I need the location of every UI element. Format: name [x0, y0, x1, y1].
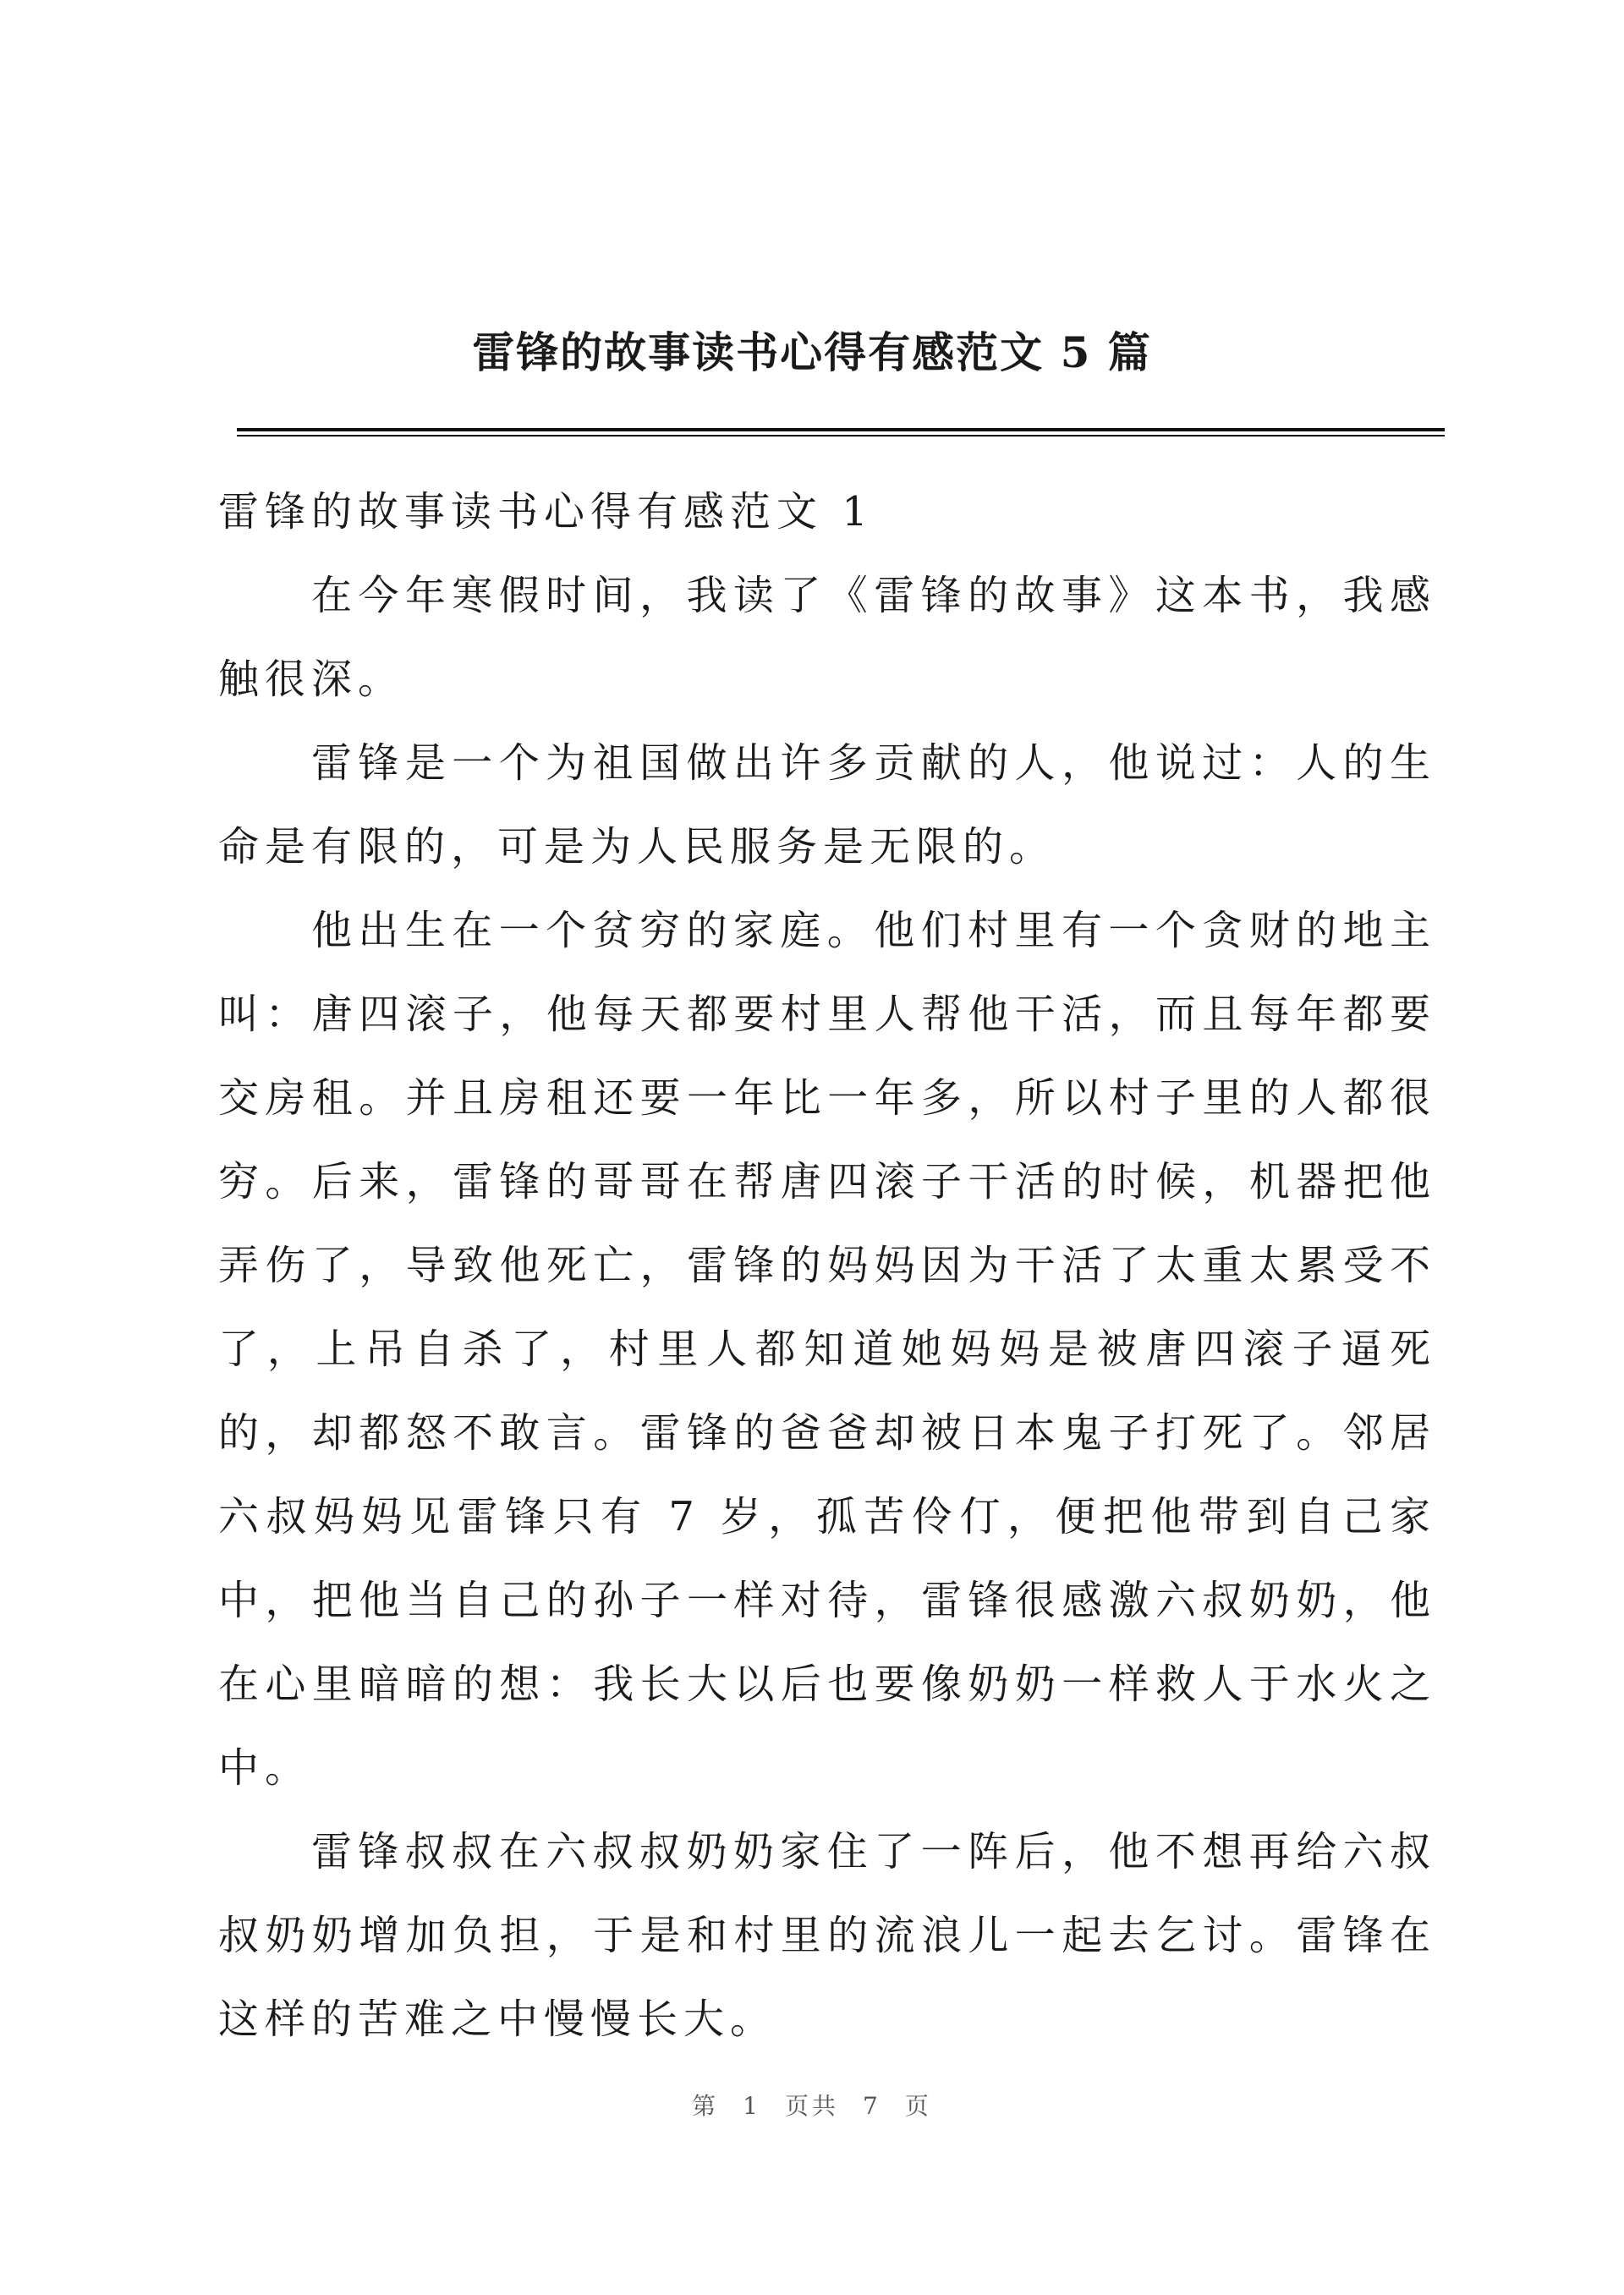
document-body [218, 470, 1436, 2062]
page-footer [0, 2088, 1624, 2122]
title-divider-thick [237, 428, 1445, 431]
footer-current-page: 1 [743, 2092, 761, 2120]
document-title: 雷锋的故事读书心得有感范文 5 篇 [472, 327, 1152, 377]
paragraph: 他出生在一个贫穷的家庭。他们村里有一个贪财的地主叫：唐四滚子，他每天都要村里人帮他干活，而且每年都要交房租。并且房租还要一年比一年多，所以村子里的人都很穷。后来，雷锋的哥哥在帮唐四滚子干活的时候，机器把他弄伤了，导致他死亡，雷锋的妈妈因为干活了太重太累受不了，上吊自杀了，村里人都知道她妈妈是被唐四滚子逼死的，却都怒不敢言。雷锋的爸爸却被日本鬼子打死了。邻居六叔妈妈见雷锋只有 7 岁，孤苦伶仃，便把他带到自己家中，把他当自己的孙子一样对待，雷锋很感激六叔奶奶，他在心里暗暗的想：我长大以后也要像奶奶一样救人于水火之中。 [218, 907, 1436, 1792]
footer-total-pages: 7 [863, 2092, 881, 2120]
footer-middle: 页共 [784, 2092, 839, 2120]
paragraph: 雷锋是一个为祖国做出许多贡献的人，他说过：人的生命是有限的，可是为人民服务是无限的。 [218, 739, 1436, 870]
title-divider-thin [237, 435, 1445, 436]
section-heading: 雷锋的故事读书心得有感范文 1 [218, 488, 874, 535]
paragraph: 雷锋叔叔在六叔叔奶奶家住了一阵后，他不想再给六叔叔奶奶增加负担，于是和村里的流浪儿一起去乞讨。雷锋在这样的苦难之中慢慢长大。 [218, 1828, 1436, 2043]
paragraph: 在今年寒假时间，我读了《雷锋的故事》这本书，我感触很深。 [218, 572, 1436, 703]
footer-suffix: 页 [904, 2092, 932, 2120]
footer-prefix: 第 [692, 2092, 720, 2120]
